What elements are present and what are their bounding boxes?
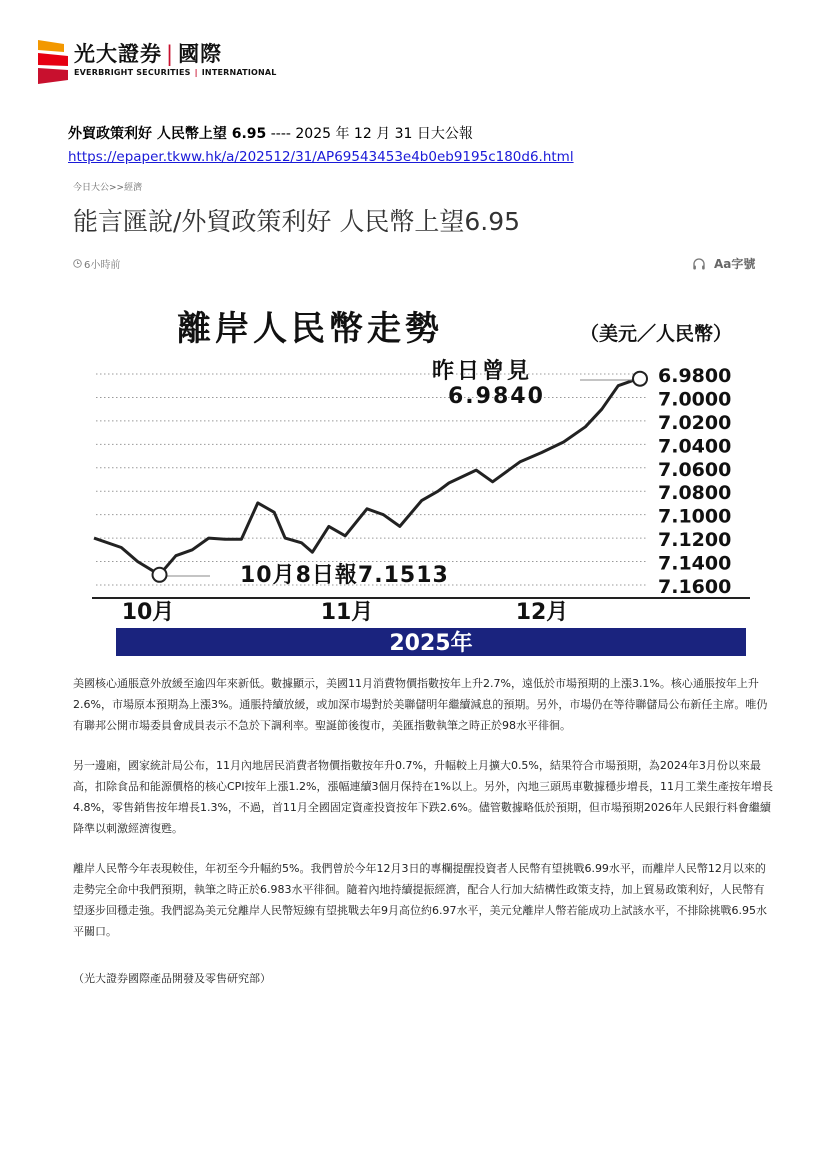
brand-mark-icon: [38, 40, 70, 84]
latest-point-marker: [633, 372, 647, 386]
y-tick-label: 7.0200: [658, 411, 732, 434]
source-link[interactable]: https://epaper.tkww.hk/a/202512/31/AP69543453e4b0eb9195c180d6.html: [68, 149, 574, 165]
font-size-button[interactable]: Aa字號: [714, 257, 756, 271]
y-tick-label: 6.9800: [658, 365, 732, 387]
y-tick-label: 7.1000: [658, 505, 732, 528]
low-point-marker: [153, 568, 167, 582]
y-tick-label: 7.0600: [658, 458, 732, 481]
brand-name-cn: 光大證券 | 國際: [74, 42, 223, 66]
publish-time: 6小時前: [73, 256, 120, 271]
y-tick-label: 7.1600: [658, 576, 732, 598]
month-label: 10月: [121, 600, 175, 625]
offshore-rmb-chart: [92, 298, 752, 658]
y-tick-label: 7.1400: [658, 552, 732, 575]
brand-logo: [38, 40, 278, 86]
clock-icon: [73, 259, 82, 268]
annotation-oct8: 10月8日報7.1513: [240, 563, 449, 588]
paragraph-1: 美國核心通脹意外放緩至逾四年來新低。數據顯示，美國11月消費物價指數按年上升2.7%，遠低於市場預期的上漲3.1%。核心通脹按年上升2.6%，市場原本預期為上漲3%。通脹持續放緩，或加深市場對於美聯儲明年繼續減息的預期。另外，市場仍在等待聯儲局公布新任主席。唯仍有聯邦公開市場委員會成員表示不急於下調利率。聖誕節後復市，美匯指數執筆之時正於98水平徘徊。: [73, 677, 768, 732]
annotation-latest-line1: 昨日曾見: [432, 359, 533, 384]
y-axis-ticks: [658, 365, 731, 598]
month-label: 12月: [515, 600, 569, 625]
y-tick-label: 7.0000: [658, 388, 732, 411]
brand-name-en: EVERBRIGHT SECURITIES | INTERNATIONAL: [74, 68, 277, 77]
year-label: 2025年: [389, 631, 473, 656]
month-label: 11月: [320, 600, 374, 625]
paragraph-3: 離岸人民幣今年表現較佳，年初至今升幅約5%。我們曾於今年12月3日的專欄提醒投資者人民幣有望挑戰6.99水平，而離岸人民幣12月以來的走勢完全命中我們預期，執筆之時正於6.983水平徘徊。隨着內地持續提振經濟，配合人行加大結構性政策支持，加上貿易政策利好，人民幣有望逐步回穩走強。我們認為美元兌離岸人民幣短線有望挑戰去年9月高位約6.97水平，美元兌離岸人幣若能成功上試該水平，不排除挑戰6.95水平關口。: [73, 862, 767, 938]
y-tick-label: 7.1200: [658, 529, 732, 552]
document-headline: 外貿政策利好 人民幣上望 6.95 ---- 2025 年 12 月 31 日大公報: [68, 126, 473, 142]
article-tools: [692, 255, 755, 272]
chart-unit: （美元／人民幣）: [580, 323, 733, 345]
annotation-latest-line2: 6.9840: [448, 384, 545, 409]
breadcrumb[interactable]: 今日大公>>經濟: [73, 183, 143, 193]
article-title: 能言匯說/外貿政策利好 人民幣上望6.95: [73, 207, 521, 236]
chart-title: 離岸人民幣走勢: [177, 309, 443, 349]
y-tick-label: 7.0400: [658, 435, 732, 458]
source-credit: （光大證券國際產品開發及零售研究部）: [73, 972, 271, 985]
paragraph-2: 另一邊廂，國家統計局公布，11月內地居民消費者物價指數按年升0.7%，升幅較上月擴大0.5%，結果符合市場預期，為2024年3月份以來最高，扣除食品和能源價格的核心CPI按年上漲1.2%，漲幅連續3個月保持在1%以上。另外，內地三頭馬車數據穩步增長，11月工業生產按年增長4.8%，零售銷售按年增長1.3%，不過，首11月全國固定資產投資按年下跌2.6%。儘管數據略低於預期，但市場預期2026年人民銀行料會繼續降準以刺激經濟復甦。: [73, 759, 773, 835]
headphones-icon[interactable]: [692, 257, 706, 271]
y-tick-label: 7.0800: [658, 482, 732, 505]
